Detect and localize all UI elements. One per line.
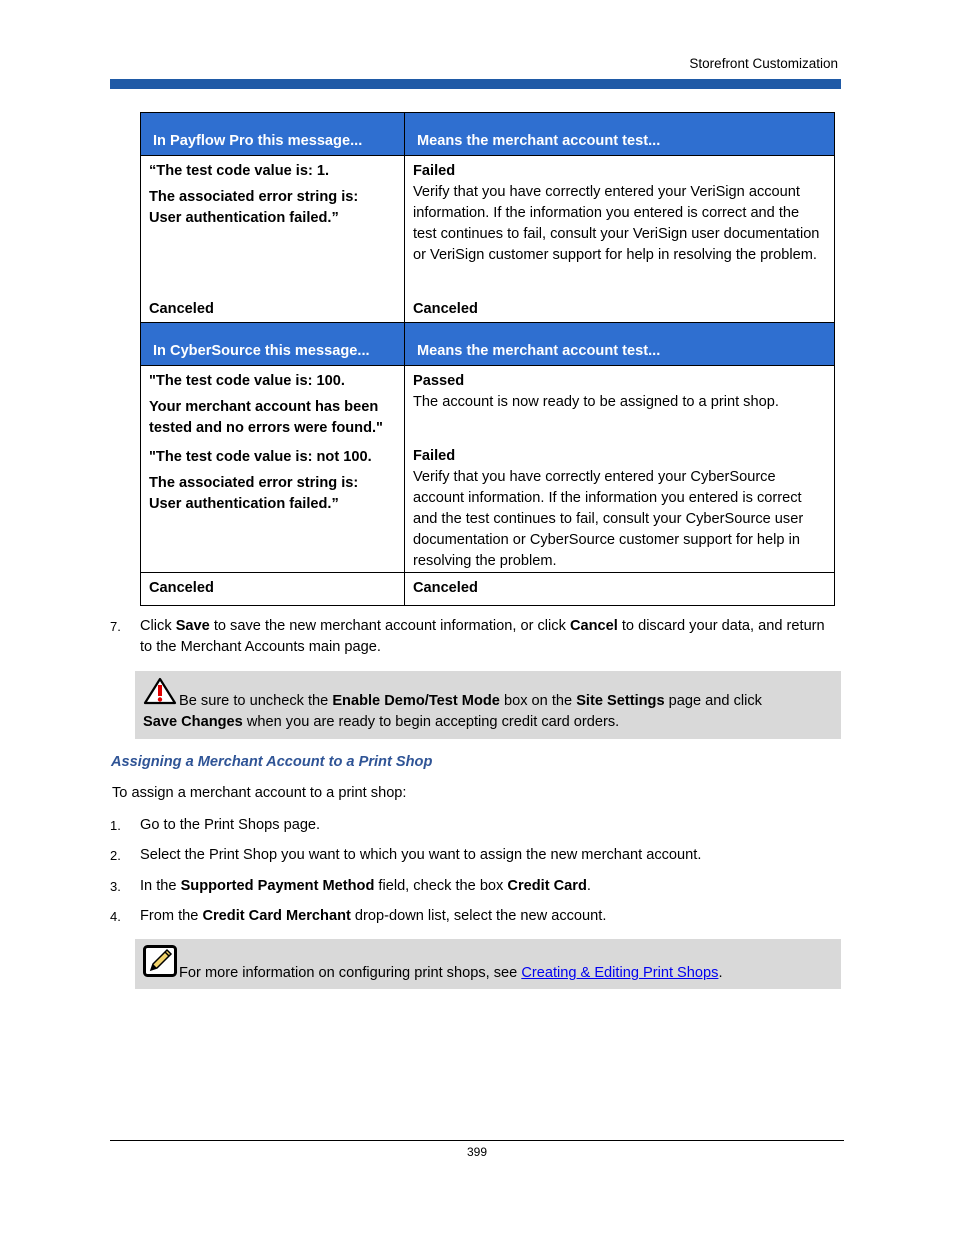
header-rule — [110, 79, 841, 89]
payflow-table — [140, 112, 835, 324]
payflow-message-cell — [141, 156, 405, 324]
step-2: 2. Select the Print Shop you want to which you want to assign the new merchant account. — [110, 847, 702, 863]
cyber-msg-a-line1: "The test code value is: 100. — [149, 373, 345, 389]
payflow-msg-canceled: Canceled — [149, 301, 214, 317]
cyber-msg-b-line3: User authentication failed.” — [149, 496, 339, 512]
cybersource-message-cell — [141, 366, 405, 573]
footer-rule — [110, 1140, 844, 1141]
step-7: 7. Click Save to save the new merchant account information, or click Cancel to discard your data, and return to the Merchant Accounts main page. — [110, 618, 825, 655]
cyber-failed-title: Failed — [413, 448, 456, 464]
creating-editing-print-shops-link[interactable]: Creating & Editing Print Shops — [521, 965, 719, 981]
warning-icon — [143, 677, 177, 712]
payflow-col1-header: In Payflow Pro this message... — [141, 113, 405, 156]
section-intro: To assign a merchant account to a print shop: — [112, 785, 407, 801]
page-number: 399 — [466, 1145, 488, 1159]
payflow-col2-header: Means the merchant account test... — [405, 113, 835, 156]
step-3: 3. In the Supported Payment Method field, check the box Credit Card. — [110, 878, 591, 894]
pencil-note-icon — [143, 945, 177, 984]
payflow-result-cell — [405, 156, 835, 324]
cyber-canceled-msg-cell: Canceled — [141, 573, 405, 606]
cybersource-table — [140, 322, 835, 606]
cyber-msg-a-line2: Your merchant account has been tested and no errors were found." — [149, 399, 383, 436]
cybersource-col1-header: In CyberSource this message... — [141, 323, 405, 366]
payflow-result-title: Failed — [413, 163, 456, 179]
step-1: 1. Go to the Print Shops page. — [110, 817, 321, 833]
section-heading: Assigning a Merchant Account to a Print Shop — [111, 754, 433, 770]
info-note: For more information on configuring print shops, see Creating & Editing Print Shops. — [135, 939, 841, 989]
cyber-canceled-result-cell: Canceled — [405, 573, 835, 606]
cyber-msg-b-line1: "The test code value is: not 100. — [149, 449, 372, 465]
payflow-msg-line3: User authentication failed.” — [149, 210, 339, 226]
payflow-result-text: Verify that you have correctly entered your VeriSign account information. If the information you entered is correct and the test continues to fail, consult your VeriSign user documentation or VeriSign customer support for help in resolving the problem. — [413, 184, 820, 263]
payflow-result-canceled: Canceled — [413, 301, 478, 317]
cyber-failed-text: Verify that you have correctly entered your CyberSource account information. If the information you entered is correct and the test continues to fail, consult your CyberSource user documentation or CyberSource customer support for help in resolving the problem. — [413, 469, 804, 569]
cyber-passed-title: Passed — [413, 373, 465, 389]
cybersource-col2-header: Means the merchant account test... — [405, 323, 835, 366]
cybersource-result-cell — [405, 366, 835, 573]
warning-note: Be sure to uncheck the Enable Demo/Test Mode box on the Site Settings page and click Save Changes when you are ready to begin accepting credit card orders. — [135, 671, 841, 739]
step-4: 4. From the Credit Card Merchant drop-down list, select the new account. — [110, 908, 607, 924]
payflow-msg-line2: The associated error string is: — [149, 189, 359, 205]
cyber-msg-b-line2: The associated error string is: — [149, 475, 359, 491]
running-header: Storefront Customization — [689, 56, 838, 71]
payflow-msg-line1: “The test code value is: 1. — [149, 163, 330, 179]
cyber-passed-text: The account is now ready to be assigned to a print shop. — [413, 394, 779, 410]
